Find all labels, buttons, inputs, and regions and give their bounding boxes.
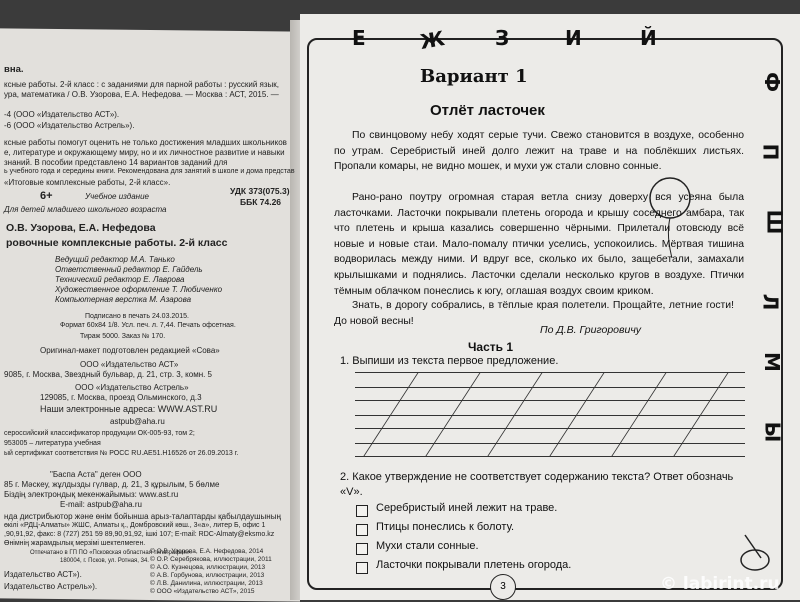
- authors: О.В. Узорова, Е.А. Нефедова: [6, 222, 156, 234]
- kz-line: 85 г. Мәскеу, жұлдызды гүлвар, д. 21, 3 құрылым, 5 бөлме: [4, 480, 220, 489]
- staff-line: Художественное оформление Т. Любиченко: [55, 285, 223, 294]
- copyright-line: © О.Р. Серебрякова, иллюстрации, 2011: [150, 556, 272, 563]
- staff-line: Ответственный редактор Е. Гайдель: [55, 265, 203, 274]
- audience: Для детей младшего школьного возраста: [4, 205, 167, 214]
- staff-line: Компьютерная верстка М. Азарова: [55, 295, 192, 304]
- copyright-line: © О.В. Узорова, Е.А. Нефедова, 2014: [150, 548, 264, 555]
- border-letter: Ы: [760, 421, 785, 443]
- option-checkbox[interactable]: [356, 543, 368, 555]
- edition-type: Учебное издание: [85, 192, 149, 201]
- publisher-line: Наши электронные адреса: WWW.AST.RU: [40, 404, 218, 414]
- kz-line: өкілі «РДЦ-Алматы» ЖШС, Алматы қ., Домбровский көш., 3«а», литер Б, офис 1: [4, 522, 266, 529]
- left-line: знаний. В пособии представлено 14 вариантов заданий для: [4, 158, 228, 167]
- staff-line: Ведущий редактор М.А. Танько: [55, 255, 175, 264]
- border-letter: Ф: [759, 72, 784, 92]
- option-checkbox[interactable]: [356, 505, 368, 517]
- bbk: ББК 74.26: [240, 197, 282, 207]
- writing-line: [355, 428, 745, 429]
- border-letter: П: [758, 143, 783, 161]
- writing-line: [355, 372, 745, 373]
- writing-line: [355, 387, 745, 388]
- left-line: «Итоговые комплексные работы, 2-й класс».: [4, 178, 171, 187]
- left-line: ь учебного года и середины книги. Рекомендована для занятий в школе и дома представ: [4, 168, 295, 175]
- writing-line: [355, 443, 745, 444]
- classifier-line: сероссийский классификатор продукции ОК-005-93, том 2;: [4, 430, 195, 437]
- kz-line: ,90,91,92, факс: 8 (727) 251 59 89,90,91,92, ішкі 107; E-mail: RDC-Almaty@eksmo.kz: [4, 531, 275, 538]
- left-line: ура, математика / О.В. Узорова, Е.А. Нефедова. — Москва : АСТ, 2015. —: [4, 90, 279, 99]
- left-line: е, литературе и окружающему миру, но и их личностное развитие и навыки: [4, 148, 285, 157]
- book-title: ровочные комплексные работы. 2-й класс: [6, 237, 228, 249]
- watermark: © labirint.ru: [660, 574, 780, 594]
- page-number: 3: [490, 574, 516, 600]
- left-line: ксные работы помогут оценить не только достижения младших школьников: [4, 138, 287, 147]
- border-letter: М: [759, 352, 784, 372]
- publisher-line: 129085, г. Москва, проезд Ольминского, д.3: [40, 393, 202, 402]
- copyright-line: © Л.В. Данилина, иллюстрации, 2013: [150, 580, 263, 587]
- print-info: Формат 60x84 1/8. Усл. печ. л. 7,44. Печать офсетная.: [60, 322, 236, 329]
- story-paragraph: Рано-рано поутру огромная старая ветла снизу доверху вся усеяна была ласточками. Ласточки покрывали плетень огорода и крышу соседнего амбара, так что плетень и крыша казались совершенно чёрными. Прилетали отовсюду всё новые и новые стаи. Мало-помалу птички уселись, успокоились. Мёртвая тишина водворилась между ними. И вдруг все, сколько их было, защебетали, замахали крылышками и поднялись. Ласточки сделали несколько кругов в воздухе. Птички тёмным облачком понеслись к югу, оглашая воздух своим криком.: [334, 192, 744, 297]
- writing-line: [355, 456, 745, 457]
- task-1-text: 1. Выпиши из текста первое предложение.: [340, 355, 559, 367]
- palette-icon: [735, 530, 775, 580]
- option-label: Серебристый иней лежит на траве.: [376, 502, 558, 514]
- print-info: Подписано в печать 24.03.2015.: [85, 313, 189, 320]
- publisher-line: ООО «Издательство АСТ»: [80, 360, 179, 369]
- variant-title: Вариант 1: [420, 66, 528, 87]
- copyright-line: © ООО «Издательство АСТ», 2015: [150, 588, 255, 595]
- border-letter: Е: [352, 26, 366, 50]
- kz-line: нда дистрибьютор және өнім бойынша арыз-талаптарды қабылдаушының: [4, 512, 281, 521]
- option-label: Мухи стали сонные.: [376, 540, 479, 552]
- left-bottom-line: Издательство АСТ»).: [4, 570, 82, 579]
- copyright-line: © А.В. Горбунова, иллюстрации, 2013: [150, 572, 265, 579]
- story-author: По Д.В. Григоровичу: [540, 324, 642, 336]
- story-paragraph: По свинцовому небу ходят серые тучи. Свежо становится в воздухе, особенно по утрам. Серебристый иней долго лежит на траве и на поблёкших листьях. Пропали комары, не видно мошек, и мухи уж стали словно сонные.: [334, 130, 744, 173]
- age-mark: 6+: [40, 190, 53, 202]
- left-line: -6 (ООО «Издательство Астрель»).: [4, 121, 135, 130]
- border-letter: З: [495, 26, 510, 50]
- writing-line: [355, 400, 745, 401]
- left-line: ксные работы. 2-й класс : с заданиями для парной работы : русский язык,: [4, 80, 280, 89]
- border-letter: Ш: [762, 209, 787, 235]
- option-checkbox[interactable]: [356, 524, 368, 536]
- part-title: Часть 1: [468, 340, 514, 354]
- writing-line: [355, 415, 745, 416]
- original-note: Оригинал-макет подготовлен редакцией «Сова»: [40, 346, 220, 355]
- publisher-line: astpub@aha.ru: [110, 417, 165, 426]
- kz-line: Өнімнің жарамдылық мерзімі шектелмеген.: [4, 540, 146, 547]
- kz-line: Біздің электрондық мекенжайымыз: www.ast.ru: [4, 490, 179, 499]
- copyright-line: © А.О. Кузнецова, иллюстрации, 2013: [150, 564, 266, 571]
- border-letter: Й: [640, 26, 657, 50]
- left-bottom-line: Издательство Астрель»).: [4, 582, 98, 591]
- task-2-text: 2. Какое утверждение не соответствует содержанию текста? Ответ обозначь «V».: [340, 471, 734, 498]
- option-label: Птицы понеслись к болоту.: [376, 521, 515, 533]
- publisher-line: 9085, г. Москва, Звездный бульвар, д. 21, стр. 3, комн. 5: [4, 370, 213, 379]
- option-checkbox[interactable]: [356, 562, 368, 574]
- publisher-line: ООО «Издательство Астрель»: [75, 383, 189, 392]
- option-label: Ласточки покрывали плетень огорода.: [376, 559, 572, 571]
- classifier-line: ый сертификат соответствия № РОСС RU.АЕ51.Н16526 от 26.09.2013 г.: [4, 450, 239, 457]
- staff-line: Технический редактор Е. Лаврова: [55, 275, 185, 284]
- kz-line: "Баспа Аста" деген ООО: [50, 470, 142, 479]
- border-letter: Л: [758, 293, 783, 311]
- printed-at: 180004, г. Псков, ул. Ротная, 34.: [60, 558, 149, 564]
- classifier-line: 953005 – литература учебная: [4, 440, 101, 447]
- left-line: вна.: [4, 64, 24, 75]
- story-title: Отлёт ласточек: [430, 102, 545, 119]
- story-paragraph: Знать, в дорогу собрались, в тёплые края полетели. Прощайте, летние гости! До новой весны!: [334, 300, 734, 327]
- border-letter: И: [565, 26, 582, 50]
- udk: УДК 373(075.3): [230, 186, 290, 196]
- printed-at: Отпечатано в ГП ПО «Псковская областная типография».: [30, 550, 192, 556]
- print-info: Тираж 5000. Заказ № 170.: [80, 333, 166, 340]
- left-line: -4 (ООО «Издательство АСТ»).: [4, 110, 120, 119]
- kz-line: E-mail: astpub@aha.ru: [60, 500, 142, 509]
- border-letter: Ж: [418, 26, 447, 54]
